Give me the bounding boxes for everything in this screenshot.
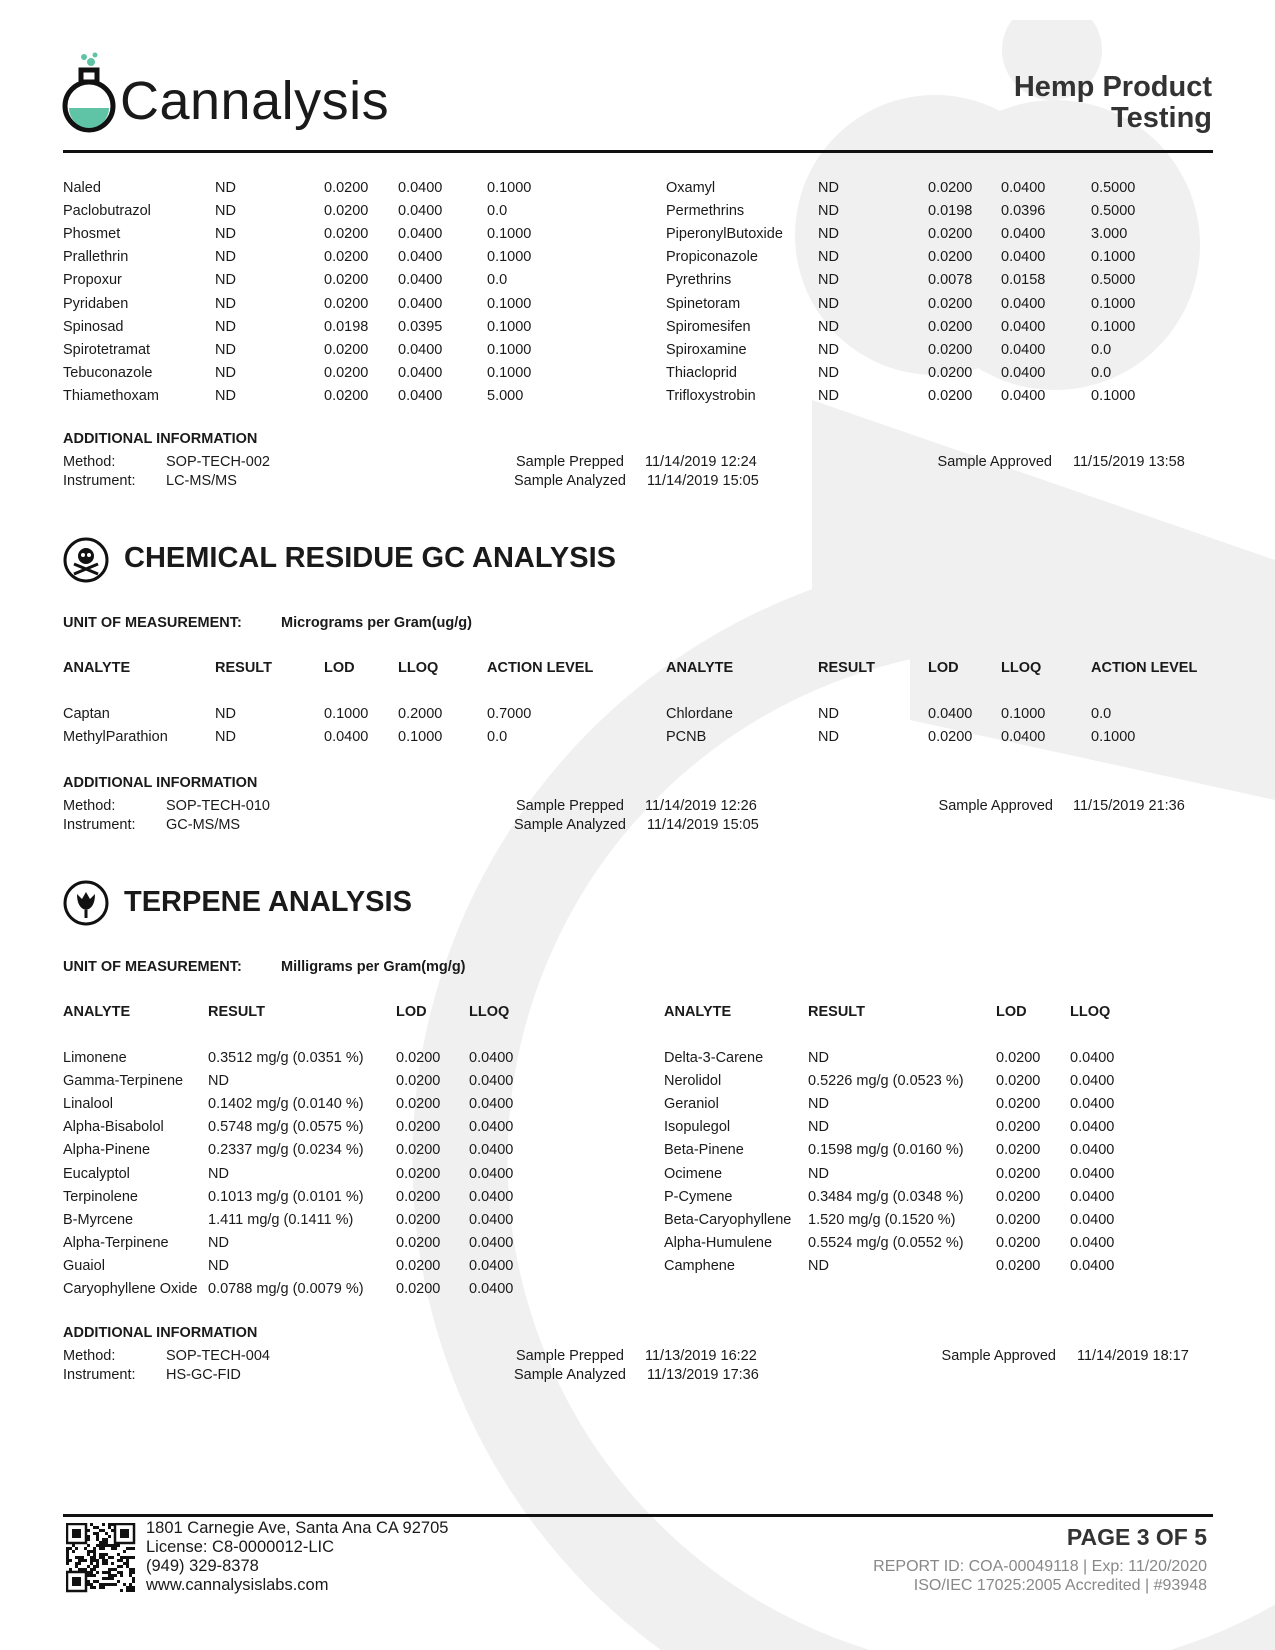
terpene-right-analyte: Alpha-Humulene	[664, 1234, 773, 1251]
pesticide-right-analyte: Thiacloprid	[666, 364, 737, 381]
pesticide-right-lod: 0.0200	[928, 318, 973, 335]
terpene-right-lloq: 0.0400	[1070, 1096, 1115, 1113]
terpene-left-lod: 0.0200	[396, 1142, 441, 1159]
terpene-right-analyte: Beta-Pinene	[664, 1142, 744, 1159]
terpene-right-analyte: Delta-3-Carene	[664, 1050, 764, 1066]
terpene-header-left-lod: LOD	[396, 1004, 427, 1020]
terpene-left-lloq: 0.0400	[469, 1050, 514, 1066]
terpene-left-lloq: 0.0400	[469, 1257, 514, 1274]
document-title	[1014, 72, 1212, 134]
terpene-right-lod: 0.0200	[996, 1050, 1041, 1066]
gc-right-lod: 0.0200	[928, 729, 973, 746]
terpene-left-analyte: Alpha-Bisabolol	[63, 1119, 164, 1136]
gc-header-left-analyte: ANALYTE	[63, 660, 131, 676]
pesticide-left-analyte: Spirotetramat	[63, 341, 151, 358]
sample-prepped-label: Sample Prepped	[515, 798, 624, 814]
pesticide-right-analyte: Permethrins	[666, 203, 745, 220]
lab-website[interactable]: www.cannalysislabs.com	[146, 1576, 329, 1594]
pesticide-left-lloq: 0.0400	[398, 341, 443, 358]
pesticide-right-result: ND	[818, 226, 839, 243]
pesticide-right-analyte: Pyrethrins	[666, 272, 732, 289]
pesticide-left-lod: 0.0200	[324, 272, 369, 289]
instrument-label: Instrument:	[63, 1367, 136, 1383]
terpene-left-result: ND	[208, 1165, 229, 1182]
header-divider	[63, 150, 1213, 153]
gc-right-result: ND	[818, 706, 839, 722]
sample-approved-label: Sample Approved	[938, 798, 1053, 814]
terpene-left-lod: 0.0200	[396, 1119, 441, 1136]
pesticide-right-lod: 0.0078	[928, 272, 973, 289]
gc-right-analyte: PCNB	[666, 729, 707, 746]
sample-analyzed-label: Sample Analyzed	[513, 817, 626, 833]
terpene-right-lod: 0.0200	[996, 1096, 1041, 1113]
terpene-right-result: ND	[808, 1165, 829, 1182]
pesticide-right-lloq: 0.0400	[1001, 318, 1046, 335]
pesticide-left-action-level: 0.1000	[487, 295, 532, 312]
pesticide-left-lloq: 0.0395	[398, 318, 443, 335]
terpene-right-result: 0.1598 mg/g (0.0160 %)	[808, 1142, 964, 1159]
method-value: SOP-TECH-002	[166, 454, 270, 470]
pesticide-left-lod: 0.0200	[324, 387, 369, 404]
sample-approved-label: Sample Approved	[941, 1348, 1056, 1364]
sample-prepped-value: 11/14/2019 12:24	[645, 454, 757, 470]
lab-phone: (949) 329-8378	[146, 1557, 259, 1575]
pesticide-left-lod: 0.0200	[324, 341, 369, 358]
terpene-right-result: ND	[808, 1119, 829, 1136]
terpene-left-lloq: 0.0400	[469, 1073, 514, 1090]
pesticide-right-action-level: 0.1000	[1091, 249, 1136, 266]
pesticide-right-action-level: 0.5000	[1091, 203, 1136, 220]
pesticide-right-result: ND	[818, 341, 839, 358]
pesticide-left-lloq: 0.0400	[398, 387, 443, 404]
pesticide-left-lod: 0.0200	[324, 249, 369, 266]
gc-left-result: ND	[215, 729, 236, 746]
title-line-1: Hemp Product	[1013, 71, 1212, 103]
gc-header-right-analyte: ANALYTE	[666, 660, 734, 676]
terpene-left-lod: 0.0200	[396, 1050, 441, 1066]
terpene-left-lloq: 0.0400	[469, 1211, 514, 1228]
terpene-right-lloq: 0.0400	[1070, 1257, 1115, 1274]
terpene-right-lod: 0.0200	[996, 1165, 1041, 1182]
terpene-left-analyte: Caryophyllene Oxide	[63, 1281, 198, 1297]
terpene-left-analyte: Guaiol	[63, 1257, 105, 1274]
pesticide-left-action-level: 0.1000	[487, 364, 532, 381]
terpene-right-lod: 0.0200	[996, 1142, 1041, 1159]
gc-left-lod: 0.1000	[324, 706, 369, 722]
lab-license: License: C8-0000012-LIC	[146, 1538, 335, 1556]
terpene-right-result: 0.5226 mg/g (0.0523 %)	[808, 1073, 964, 1090]
terpene-left-analyte: Limonene	[63, 1050, 127, 1066]
pesticide-right-result: ND	[818, 295, 839, 312]
pesticide-right-analyte: Spiromesifen	[666, 318, 751, 335]
pesticide-right-lloq: 0.0396	[1001, 203, 1046, 220]
method-label: Method:	[63, 454, 116, 470]
pesticide-right-result: ND	[818, 272, 839, 289]
pesticide-left-lod: 0.0200	[324, 295, 369, 312]
pesticide-left-analyte: Naled	[63, 180, 101, 196]
pesticide-left-lod: 0.0200	[324, 364, 369, 381]
method-value: SOP-TECH-010	[166, 798, 270, 814]
pesticide-left-action-level: 0.1000	[487, 226, 532, 243]
pesticide-left-lod: 0.0200	[324, 180, 369, 196]
terpene-left-analyte: Eucalyptol	[63, 1165, 130, 1182]
pesticide-right-result: ND	[818, 387, 839, 404]
pesticide-left-analyte: Thiamethoxam	[63, 387, 159, 404]
terpene-section-title: TERPENE ANALYSIS	[124, 886, 412, 918]
pesticide-right-lloq: 0.0400	[1001, 295, 1046, 312]
terpene-left-result: 0.2337 mg/g (0.0234 %)	[208, 1142, 364, 1159]
terpene-left-result: ND	[208, 1234, 229, 1251]
terpene-left-result: 0.0788 mg/g (0.0079 %)	[208, 1281, 364, 1297]
terpene-right-lloq: 0.0400	[1070, 1165, 1115, 1182]
instrument-value: LC-MS/MS	[166, 473, 237, 489]
pesticide-left-lloq: 0.0400	[398, 364, 443, 381]
terpene-left-analyte: Terpinolene	[63, 1188, 138, 1205]
sample-analyzed-label: Sample Analyzed	[513, 1367, 626, 1383]
sample-approved-value: 11/15/2019 21:36	[1073, 798, 1185, 814]
pesticide-left-action-level: 0.1000	[487, 341, 532, 358]
terpene-left-result: ND	[208, 1073, 229, 1090]
pesticide-left-result: ND	[215, 226, 236, 243]
terpene-right-lloq: 0.0400	[1070, 1211, 1115, 1228]
pesticide-right-result: ND	[818, 203, 839, 220]
terpene-left-lloq: 0.0400	[469, 1119, 514, 1136]
pesticide-left-result: ND	[215, 387, 236, 404]
instrument-label: Instrument:	[63, 817, 136, 833]
terpene-right-lloq: 0.0400	[1070, 1073, 1115, 1090]
sample-approved-value: 11/14/2019 18:17	[1077, 1348, 1189, 1364]
terpene-left-analyte: Linalool	[63, 1096, 113, 1113]
pesticide-right-lloq: 0.0400	[1001, 226, 1046, 243]
terpene-right-analyte: Beta-Caryophyllene	[664, 1211, 792, 1228]
pesticide-right-lod: 0.0200	[928, 180, 973, 196]
gc-header-left-lloq: LLOQ	[398, 660, 439, 676]
terpene-left-lod: 0.0200	[396, 1211, 441, 1228]
pesticide-left-result: ND	[215, 318, 236, 335]
gc-right-action-level: 0.0	[1091, 706, 1112, 722]
pesticide-left-action-level: 0.1000	[487, 180, 532, 196]
terpene-right-lloq: 0.0400	[1070, 1142, 1115, 1159]
terpene-left-lloq: 0.0400	[469, 1165, 514, 1182]
terpene-left-lod: 0.0200	[396, 1234, 441, 1251]
gc-section-title: CHEMICAL RESIDUE GC ANALYSIS	[124, 542, 616, 574]
pesticide-right-lod: 0.0200	[928, 387, 973, 404]
pesticide-left-lloq: 0.0400	[398, 295, 443, 312]
sample-approved-label: Sample Approved	[937, 454, 1052, 470]
terpene-left-lloq: 0.0400	[469, 1281, 514, 1297]
gc-left-lod: 0.0400	[324, 729, 369, 746]
terpene-right-lod: 0.0200	[996, 1073, 1041, 1090]
pesticide-right-lloq: 0.0400	[1001, 341, 1046, 358]
pesticide-left-lloq: 0.0400	[398, 249, 443, 266]
additional-info-heading: ADDITIONAL INFORMATION	[63, 431, 258, 447]
lab-address: 1801 Carnegie Ave, Santa Ana CA 92705	[146, 1519, 449, 1537]
pesticide-right-analyte: Spinetoram	[666, 295, 741, 312]
terpene-header-left-result: RESULT	[208, 1004, 265, 1020]
sample-analyzed-label: Sample Analyzed	[513, 473, 626, 489]
gc-right-analyte: Chlordane	[666, 706, 733, 722]
pesticide-right-analyte: Spiroxamine	[666, 341, 747, 358]
pesticide-right-lod: 0.0200	[928, 226, 973, 243]
terpene-left-analyte: Alpha-Pinene	[63, 1142, 151, 1159]
gc-header-right-result: RESULT	[818, 660, 875, 676]
terpene-right-analyte: Isopulegol	[664, 1119, 731, 1136]
gc-left-lloq: 0.2000	[398, 706, 443, 722]
terpene-left-analyte: B-Myrcene	[63, 1211, 134, 1228]
gc-right-lod: 0.0400	[928, 706, 973, 722]
pesticide-right-result: ND	[818, 249, 839, 266]
terpene-header-right-lloq: LLOQ	[1070, 1004, 1111, 1020]
terpene-left-result: 0.3512 mg/g (0.0351 %)	[208, 1050, 364, 1066]
gc-left-analyte: Captan	[63, 706, 110, 722]
terpene-left-analyte: Gamma-Terpinene	[63, 1073, 184, 1090]
terpene-left-result: ND	[208, 1257, 229, 1274]
sample-analyzed-value: 11/14/2019 15:05	[647, 473, 759, 489]
terpene-left-analyte: Alpha-Terpinene	[63, 1234, 169, 1251]
gc-left-action-level: 0.0	[487, 729, 508, 746]
terpene-right-analyte: Geraniol	[664, 1096, 719, 1113]
pesticide-left-lod: 0.0200	[324, 203, 369, 220]
pesticide-right-lod: 0.0198	[928, 203, 973, 220]
report-id: REPORT ID: COA-00049118 | Exp: 11/20/2020	[873, 1558, 1207, 1575]
terpene-left-lod: 0.0200	[396, 1281, 441, 1297]
terpene-right-result: 0.5524 mg/g (0.0552 %)	[808, 1234, 964, 1251]
terpene-right-result: ND	[808, 1096, 829, 1113]
terpene-right-result: 0.3484 mg/g (0.0348 %)	[808, 1188, 964, 1205]
gc-right-result: ND	[818, 729, 839, 746]
pesticide-right-action-level: 0.1000	[1091, 387, 1136, 404]
sample-prepped-value: 11/13/2019 16:22	[645, 1348, 757, 1364]
flask-logo-icon	[60, 52, 120, 138]
pesticide-right-lloq: 0.0400	[1001, 387, 1046, 404]
pesticide-right-lod: 0.0200	[928, 364, 973, 381]
pesticide-right-lloq: 0.0400	[1001, 249, 1046, 266]
sample-prepped-label: Sample Prepped	[515, 1348, 624, 1364]
pesticide-left-analyte: Pyridaben	[63, 295, 129, 312]
pesticide-left-lloq: 0.0400	[398, 226, 443, 243]
pesticide-right-result: ND	[818, 180, 839, 196]
pesticide-right-action-level: 0.0	[1091, 364, 1112, 381]
terpene-right-analyte: P-Cymene	[664, 1188, 733, 1205]
terpene-left-result: 0.1013 mg/g (0.0101 %)	[208, 1188, 364, 1205]
gc-header-left-action-level: ACTION LEVEL	[487, 660, 594, 676]
gc-header-left-result: RESULT	[215, 660, 272, 676]
terpene-right-lloq: 0.0400	[1070, 1119, 1115, 1136]
terpene-left-lod: 0.0200	[396, 1165, 441, 1182]
unit-label: UNIT OF MEASUREMENT:	[63, 959, 242, 975]
pesticide-left-action-level: 0.1000	[487, 318, 532, 335]
sample-analyzed-value: 11/14/2019 15:05	[647, 817, 759, 833]
pesticide-left-lloq: 0.0400	[398, 203, 443, 220]
pesticide-left-lloq: 0.0400	[398, 180, 443, 196]
pesticide-right-lod: 0.0200	[928, 295, 973, 312]
terpene-right-lloq: 0.0400	[1070, 1234, 1115, 1251]
pesticide-right-analyte: Propiconazole	[666, 249, 758, 266]
terpene-left-lloq: 0.0400	[469, 1234, 514, 1251]
terpene-left-result: 0.5748 mg/g (0.0575 %)	[208, 1119, 364, 1136]
terpene-right-result: ND	[808, 1257, 829, 1274]
instrument-value: GC-MS/MS	[166, 817, 241, 833]
terpene-left-result: 1.411 mg/g (0.1411 %)	[208, 1211, 354, 1228]
pesticide-left-action-level: 0.0	[487, 272, 508, 289]
gc-right-lloq: 0.0400	[1001, 729, 1046, 746]
pesticide-right-action-level: 0.5000	[1091, 180, 1136, 196]
pesticide-left-analyte: Prallethrin	[63, 249, 129, 266]
terpene-left-lloq: 0.0400	[469, 1188, 514, 1205]
terpene-right-result: 1.520 mg/g (0.1520 %)	[808, 1211, 956, 1228]
accreditation: ISO/IEC 17025:2005 Accredited | #93948	[913, 1577, 1207, 1594]
pesticide-right-result: ND	[818, 318, 839, 335]
terpene-left-lod: 0.0200	[396, 1096, 441, 1113]
method-label: Method:	[63, 798, 116, 814]
pesticide-left-lod: 0.0200	[324, 226, 369, 243]
sample-prepped-value: 11/14/2019 12:26	[645, 798, 757, 814]
method-value: SOP-TECH-004	[166, 1348, 270, 1364]
additional-info-heading: ADDITIONAL INFORMATION	[63, 775, 258, 791]
pesticide-left-result: ND	[215, 364, 236, 381]
pesticide-right-lloq: 0.0400	[1001, 180, 1046, 196]
pesticide-right-lloq: 0.0400	[1001, 364, 1046, 381]
page-number: PAGE 3 OF 5	[1066, 1524, 1207, 1550]
terpene-right-analyte: Ocimene	[664, 1165, 723, 1182]
terpene-right-lod: 0.0200	[996, 1257, 1041, 1274]
pesticide-right-analyte: Trifloxystrobin	[666, 387, 756, 404]
report-meta	[873, 1557, 1207, 1595]
pesticide-left-result: ND	[215, 249, 236, 266]
pesticide-left-result: ND	[215, 203, 236, 220]
terpene-right-lod: 0.0200	[996, 1188, 1041, 1205]
additional-info-heading: ADDITIONAL INFORMATION	[63, 1325, 258, 1341]
pesticide-right-action-level: 0.1000	[1091, 295, 1136, 312]
gc-header-right-lloq: LLOQ	[1001, 660, 1042, 676]
pesticide-right-action-level: 0.1000	[1091, 318, 1136, 335]
gc-header-left-lod: LOD	[324, 660, 355, 676]
skull-crossbones-icon	[63, 537, 109, 583]
gc-left-result: ND	[215, 706, 236, 722]
pesticide-left-result: ND	[215, 295, 236, 312]
pesticide-left-analyte: Propoxur	[63, 272, 122, 289]
terpene-header-left-lloq: LLOQ	[469, 1004, 510, 1020]
terpene-header-right-analyte: ANALYTE	[664, 1004, 732, 1020]
gc-right-action-level: 0.1000	[1091, 729, 1136, 746]
pesticide-left-action-level: 0.1000	[487, 249, 532, 266]
terpene-right-lloq: 0.0400	[1070, 1050, 1115, 1066]
flower-icon	[63, 880, 109, 926]
pesticide-right-lod: 0.0200	[928, 249, 973, 266]
terpene-right-lod: 0.0200	[996, 1119, 1041, 1136]
unit-label: UNIT OF MEASUREMENT:	[63, 615, 242, 631]
pesticide-right-action-level: 0.5000	[1091, 272, 1136, 289]
pesticide-left-analyte: Phosmet	[63, 226, 121, 243]
lab-contact	[146, 1519, 448, 1595]
terpene-right-analyte: Nerolidol	[664, 1073, 722, 1090]
terpene-right-lod: 0.0200	[996, 1234, 1041, 1251]
method-label: Method:	[63, 1348, 116, 1364]
pesticide-right-lloq: 0.0158	[1001, 272, 1046, 289]
pesticide-left-result: ND	[215, 272, 236, 289]
logo-text: Cannalysis	[120, 71, 390, 131]
terpene-right-lloq: 0.0400	[1070, 1188, 1115, 1205]
gc-header-right-action-level: ACTION LEVEL	[1091, 660, 1198, 676]
unit-value: Milligrams per Gram(mg/g)	[281, 959, 466, 975]
terpene-left-lod: 0.0200	[396, 1188, 441, 1205]
sample-analyzed-value: 11/13/2019 17:36	[647, 1367, 759, 1383]
gc-left-analyte: MethylParathion	[63, 729, 168, 746]
sample-prepped-label: Sample Prepped	[515, 454, 624, 470]
terpene-left-lod: 0.0200	[396, 1257, 441, 1274]
pesticide-left-analyte: Spinosad	[63, 318, 124, 335]
pesticide-right-analyte: PiperonylButoxide	[666, 226, 783, 243]
pesticide-right-action-level: 0.0	[1091, 341, 1112, 358]
pesticide-right-action-level: 3.000	[1091, 226, 1128, 243]
qr-code-icon	[66, 1523, 136, 1593]
terpene-left-lloq: 0.0400	[469, 1142, 514, 1159]
unit-value: Micrograms per Gram(ug/g)	[281, 615, 472, 631]
pesticide-left-lloq: 0.0400	[398, 272, 443, 289]
pesticide-left-action-level: 5.000	[487, 387, 524, 404]
gc-left-lloq: 0.1000	[398, 729, 443, 746]
footer-divider	[63, 1514, 1213, 1517]
title-line-2: Testing	[1111, 102, 1212, 134]
gc-right-lloq: 0.1000	[1001, 706, 1046, 722]
pesticide-right-result: ND	[818, 364, 839, 381]
terpene-header-left-analyte: ANALYTE	[63, 1004, 131, 1020]
instrument-label: Instrument:	[63, 473, 136, 489]
terpene-right-analyte: Camphene	[664, 1257, 735, 1274]
terpene-header-right-result: RESULT	[808, 1004, 865, 1020]
sample-approved-value: 11/15/2019 13:58	[1073, 454, 1185, 470]
gc-header-right-lod: LOD	[928, 660, 959, 676]
pesticide-left-action-level: 0.0	[487, 203, 508, 220]
pesticide-left-result: ND	[215, 180, 236, 196]
pesticide-left-lod: 0.0198	[324, 318, 369, 335]
terpene-left-result: 0.1402 mg/g (0.0140 %)	[208, 1096, 364, 1113]
pesticide-right-lod: 0.0200	[928, 341, 973, 358]
terpene-left-lod: 0.0200	[396, 1073, 441, 1090]
instrument-value: HS-GC-FID	[166, 1367, 241, 1383]
terpene-right-lod: 0.0200	[996, 1211, 1041, 1228]
terpene-right-result: ND	[808, 1050, 829, 1066]
pesticide-left-analyte: Paclobutrazol	[63, 203, 151, 220]
terpene-left-lloq: 0.0400	[469, 1096, 514, 1113]
terpene-header-right-lod: LOD	[996, 1004, 1027, 1020]
gc-left-action-level: 0.7000	[487, 706, 532, 722]
pesticide-left-result: ND	[215, 341, 236, 358]
pesticide-right-analyte: Oxamyl	[666, 180, 716, 196]
pesticide-left-analyte: Tebuconazole	[63, 364, 153, 381]
